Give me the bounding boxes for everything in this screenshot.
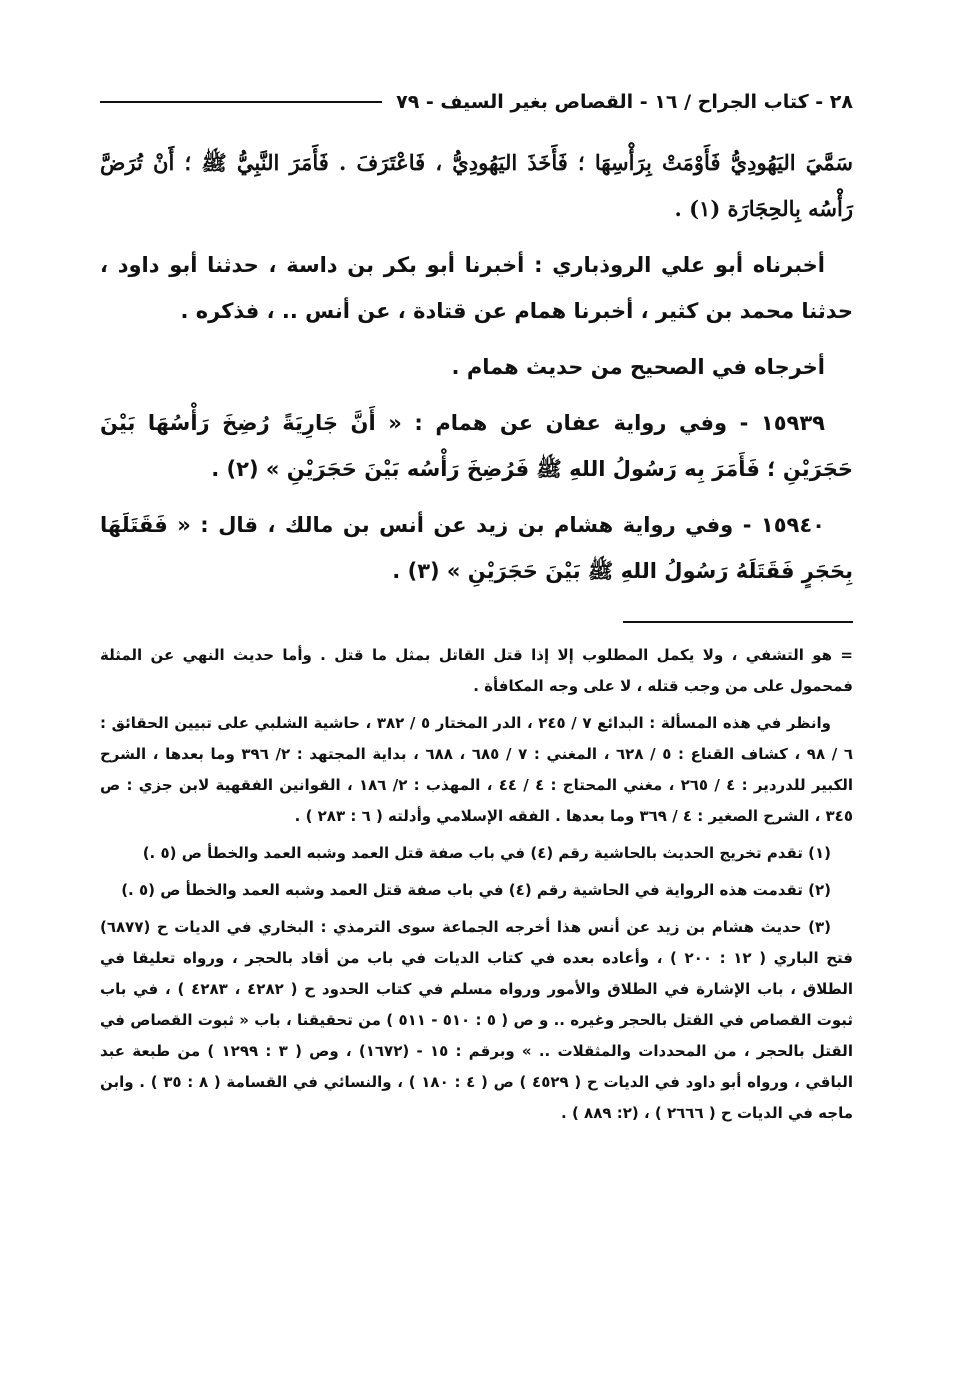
header-rule bbox=[100, 101, 382, 103]
footnote-references: وانظر في هذه المسألة : البدائع ٧ / ٢٤٥ ، الدر المختار ٥ / ٣٨٢ ، حاشية الشلبي على تبيين الحقائق : ٦ / ٩٨ ، كشاف القناع : ٥ / ٦٢٨ ، المغني : ٧ / ٦٨٥ ، ٦٨٨ ، بداية المجتهد : ٢/ ٣٩٦ وما بعدها ، الشرح الكبير للدردير : ٤ / ٢٦٥ ، مغني المحتاج : ٤ / ٤٤ ، المهذب : ٢/ ١٨٦ ، القوانين الفقهية لابن جزي : ص ٣٤٥ ، الشرح الصغير : ٤ / ٣٦٩ وما بعدها . الفقه الإسلامي وأدلته ( ٦ : ٢٨٣ ) . bbox=[100, 714, 853, 825]
paragraph-hadith-15939: ١٥٩٣٩ - وفي رواية عفان عن همام : « أَنَّ جَارِيَةً رُضِخَ رَأْسُهَا بَيْنَ حَجَرَيْنِ ؛ فَأَمَرَ بِه رَسُولُ اللهِ ﷺ فَرُضِخَ رَأْسُه بَيْنَ حَجَرَيْنِ » (٢) . bbox=[100, 411, 853, 481]
footnote-1: (١) تقدم تخريج الحديث بالحاشية رقم (٤) في باب صفة قتل العمد وشبه العمد والخطأ ص (٥ .) bbox=[142, 844, 831, 862]
header-title: ٢٨ - كتاب الجراح / ١٦ - القصاص بغير السيف - ٧٩ bbox=[396, 91, 853, 113]
paragraph-isnad: أخبرناه أبو علي الروذباري : أخبرنا أبو بكر بن داسة ، حدثنا أبو داود ، حدثنا محمد بن كثير ، أخبرنا همام عن قتادة ، عن أنس .. ، فذكره . bbox=[100, 253, 853, 323]
main-text bbox=[100, 140, 853, 604]
running-header bbox=[100, 84, 853, 120]
footnote-3: (٣) حديث هشام بن زيد عن أنس هذا أخرجه الجماعة سوى الترمذي : البخاري في الديات ح (٦٨٧٧) فتح الباري ( ١٢ : ٢٠٠ ) ، وأعاده بعده في كتاب الديات في باب من أقاد بالحجر ، ورواه تعليقا في الطلاق ، باب الإشارة في الطلاق والأمور ورواه مسلم في كتاب الحدود ح ( ٤٢٨٢ ، ٤٢٨٣ ) ، في باب ثبوت القصاص في القتل بالحجر وغيره .. و ص ( ٥ : ٥١٠ - ٥١١ ) من تحقيقنا ، باب « ثبوت القصاص في القتل بالحجر ، من المحددات والمثقلات .. » وبرقم : ١٥ - (١٦٧٢) ، وص ( ٣ : ١٢٩٩ ) من طبعة عبد الباقي ، ورواه أبو داود في الديات ح ( ٤٥٢٩ ) ص ( ٤ : ١٨٠ ) ، والنسائي في القسامة ( ٨ : ٣٥ ) . وابن ماجه في الديات ح ( ٢٦٦٦ ) ، (٢: ٨٨٩ ) . bbox=[100, 918, 854, 1122]
footnote-2: (٢) تقدمت هذه الرواية في الحاشية رقم (٤) في باب صفة قتل العمد وشبه العمد والخطأ ص (٥ .) bbox=[121, 881, 831, 899]
footnote-separator bbox=[623, 621, 853, 623]
paragraph-hadith-continuation: سَمَّيَ اليَهُودِيُّ فَأَوْمَتْ بِرَأْسِهَا ؛ فَأَخَذَ اليَهُودِيُّ ، فَاعْتَرَفَ . فَأَمَرَ النَّبِيُّ ﷺ ؛ أَنْ تُرَضَّ رَأْسُه بِالحِجَارَة (١) . bbox=[100, 150, 854, 221]
paragraph-takhrij: أخرجاه في الصحيح من حديث همام . bbox=[451, 355, 825, 379]
footnote-continuation: = هو التشفي ، ولا يكمل المطلوب إلا إذا قتل القاتل بمثل ما قتل . وأما حديث النهي عن المثلة فمحمول على من وجب قتله ، لا على وجه المكافأة . bbox=[100, 646, 853, 695]
paragraph-hadith-15940: ١٥٩٤٠ - وفي رواية هشام بن زيد عن أنس بن مالك ، قال : « فَقَتَلَهَا بِحَجَرٍ فَقَتَلَهُ رَسُولُ اللهِ ﷺ بَيْنَ حَجَرَيْنِ » (٣) . bbox=[100, 513, 853, 583]
footnotes bbox=[100, 640, 853, 1135]
